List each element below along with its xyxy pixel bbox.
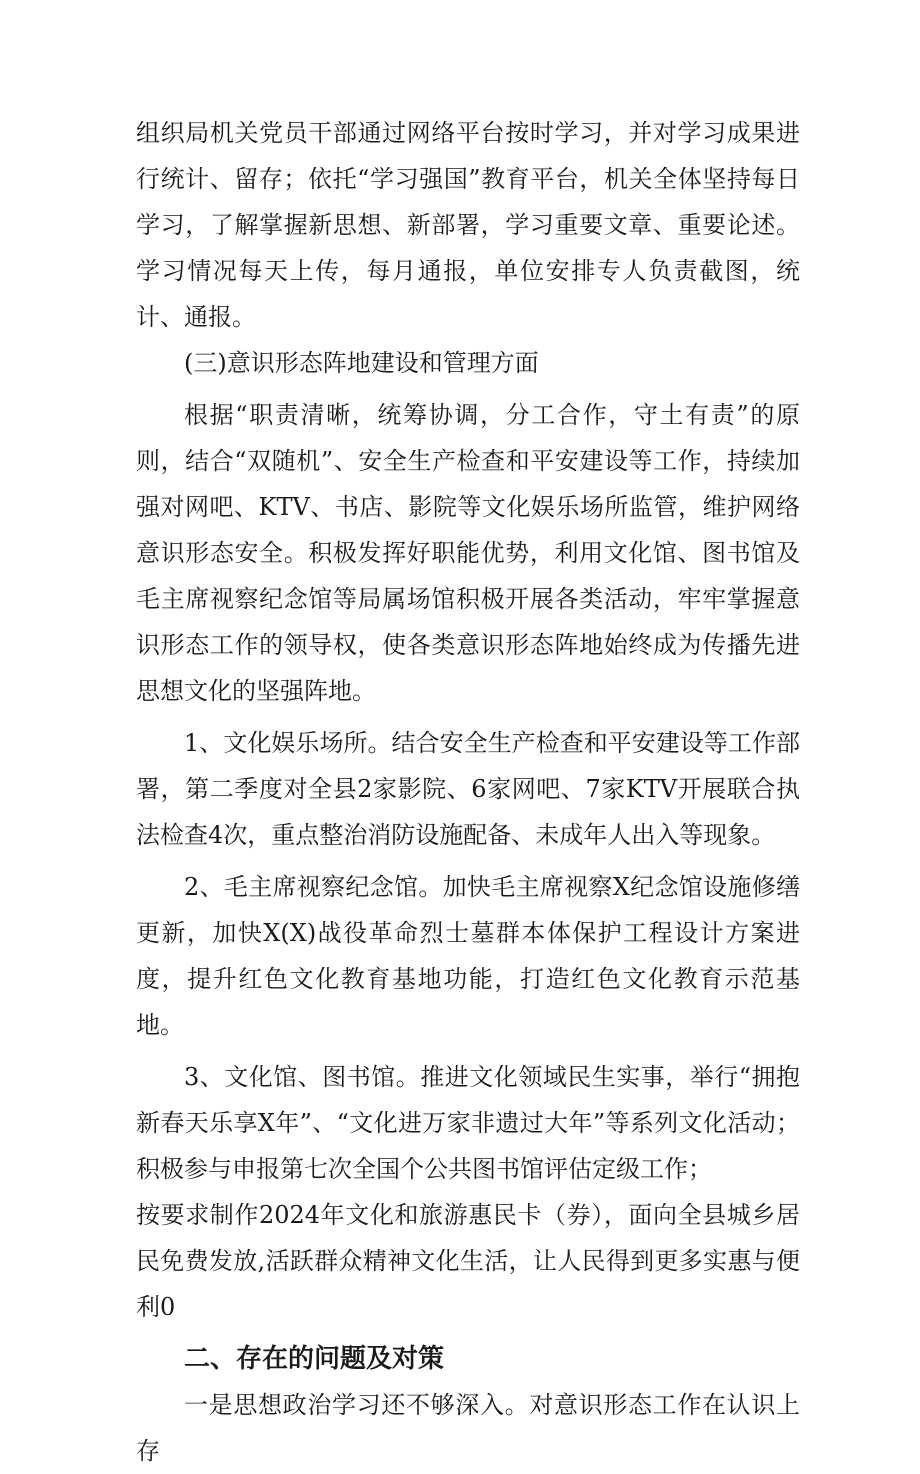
paragraph-ideology-positions: 根据“职责清晰，统筹协调，分工合作，守土有责”的原则，结合“双随机”、安全生产检查和平安建设等工作，持续加强对网吧、KTV、书店、影院等文化娱乐场所监管，维护网络意识形态安全。积极发挥好职能优势，利用文化馆、图书馆及毛主席视察纪念馆等局属场馆积极开展各类活动，牢牢掌握意识形态工作的领导权，使各类意识形态阵地始终成为传播先进思想文化的坚强阵地。	[136, 401, 800, 705]
section-heading-problems: 二、存在的问题及对策	[184, 1344, 445, 1374]
paragraph-benefit-cards: 按要求制作2024年文化和旅游惠民卡（券），面向全县城乡居民免费发放,活跃群众精神文化生活，让人民得到更多实惠与便利0	[136, 1201, 800, 1321]
section-heading-ideology-positions: (三)意识形态阵地建设和管理方面	[184, 349, 539, 377]
paragraph-online-study: 组织局机关党员干部通过网络平台按时学习，并对学习成果进行统计、留存；依托“学习强国”教育平台，机关全体坚持每日学习，了解掌握新思想、新部署，学习重要文章、重要论述。学习情况每天上传，每月通报，单位安排专人负责截图，统计、通报。	[136, 119, 800, 331]
list-item-entertainment-venues: 1、文化娱乐场所。结合安全生产检查和平安建设等工作部署，第二季度对全县2家影院、6家网吧、7家KTV开展联合执法检查4次，重点整治消防设施配备、未成年人出入等现象。	[136, 729, 800, 849]
list-item-memorial-hall: 2、毛主席视察纪念馆。加快毛主席视察X纪念馆设施修缮更新，加快X(X)战役革命烈士墓群本体保护工程设计方案进度，提升红色文化教育基地功能，打造红色文化教育示范基地。	[136, 873, 800, 1039]
paragraph-problem-one: 一是思想政治学习还不够深入。对意识形态工作在认识上存	[136, 1391, 800, 1465]
list-item-culture-library: 3、文化馆、图书馆。推进文化领域民生实事，举行“拥抱新春天乐享X年”、“文化进万家非遗过大年”等系列文化活动；积极参与申报第七次全国个公共图书馆评估定级工作；	[136, 1063, 800, 1183]
document-body	[136, 110, 800, 1474]
